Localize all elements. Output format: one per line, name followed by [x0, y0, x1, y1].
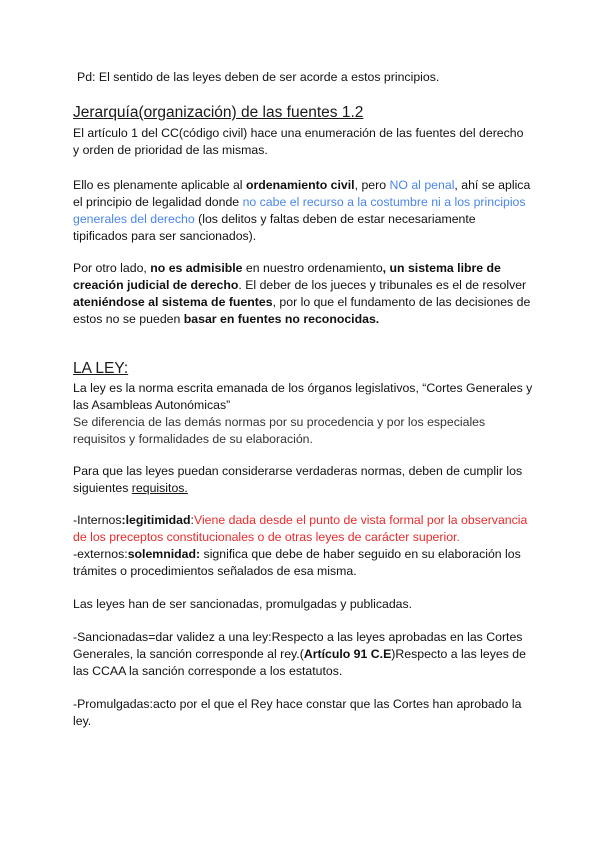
paragraph-otro-lado [73, 260, 533, 328]
text-run: , pero [354, 178, 390, 192]
bold-run: no es admisible [150, 261, 243, 275]
text-run: , por lo que el fundamento de las decisiones de estos no se pueden [73, 295, 531, 326]
text-run: en nuestro ordenamiento [242, 261, 383, 275]
paragraph-sancionadas [73, 629, 533, 680]
text-run: -externos: [73, 547, 128, 561]
bold-run: ordenamiento civil [245, 178, 355, 192]
paragraph-ley-definicion: La ley es la norma escrita emanada de los órganos legislativos, “Cortes Generales y las Asambleas Autonómicas” [73, 381, 533, 412]
paragraph-ley-diferencia: Se diferencia de las demás normas por su procedencia y por los especiales requisitos y formalidades de su elaboración. [73, 415, 486, 446]
text-run: Para que las leyes puedan considerarse verdaderas normas, deben de cumplir los siguientes [73, 464, 523, 495]
paragraph-internos-externos [73, 512, 533, 580]
pd-note: Pd: El sentido de las leyes deben de ser acorde a estos principios. [77, 70, 440, 84]
text-run: -Sancionadas=dar validez a una ley:Respecto a las leyes aprobadas en las Cortes Generales, la sanción corresponde al rey.( [73, 630, 523, 661]
text-run: -Internos [73, 513, 122, 527]
paragraph-requisitos [73, 463, 533, 497]
bold-run: basar en fuentes no reconocidas. [183, 312, 380, 326]
text-run: (los delitos y faltas deben de estar necesariamente tipificados para ser sancionados). [73, 212, 476, 243]
underlined-run: requisitos. [131, 481, 188, 495]
bold-run: :legitimidad [121, 513, 191, 527]
text-run: Por otro lado, [73, 261, 151, 275]
bold-run: solemnidad: [127, 547, 201, 561]
paragraph-sancionadas-promulgadas: Las leyes han de ser sancionadas, promulgadas y publicadas. [73, 597, 413, 611]
text-run: Ello es plenamente aplicable al [73, 178, 246, 192]
bold-run: ateniéndose al sistema de fuentes [73, 295, 273, 309]
text-run: significa que debe de haber seguido en su elaboración los trámites o procedimientos señalados de esa misma. [73, 547, 521, 578]
text-run: . El deber de los jueces y tribunales es el de resolver [238, 278, 527, 292]
section-heading-la-ley: LA LEY: [73, 360, 129, 377]
text-run: )Respecto a las leyes de las CCAA la sanción corresponde a los estatutos. [73, 647, 526, 678]
paragraph-promulgadas: -Promulgadas:acto por el que el Rey hace constar que las Cortes han aprobado la ley. [73, 697, 522, 728]
highlight-run: no cabe el recurso a la costumbre ni a los principios generales del derecho [73, 195, 526, 226]
text-run: : [190, 513, 194, 527]
paragraph-articulo-1: El artículo 1 del CC(código civil) hace una enumeración de las fuentes del derecho y orden de prioridad de las mismas. [73, 126, 524, 157]
highlight-run: NO al penal [389, 178, 455, 192]
bold-run: Artículo 91 C.E [303, 647, 392, 661]
bold-run: , un sistema libre de creación judicial de derecho [73, 261, 501, 292]
text-run: , ahí se aplica el principio de legalidad donde [73, 178, 531, 209]
section-heading-jerarquia: Jerarquía(organización) de las fuentes 1.2 [73, 104, 364, 121]
red-run: Viene dada desde el punto de vista formal por la observancia de los preceptos constitucionales o de otras leyes de carácter superior. [73, 513, 528, 544]
paragraph-ordenamiento-civil [73, 177, 533, 245]
